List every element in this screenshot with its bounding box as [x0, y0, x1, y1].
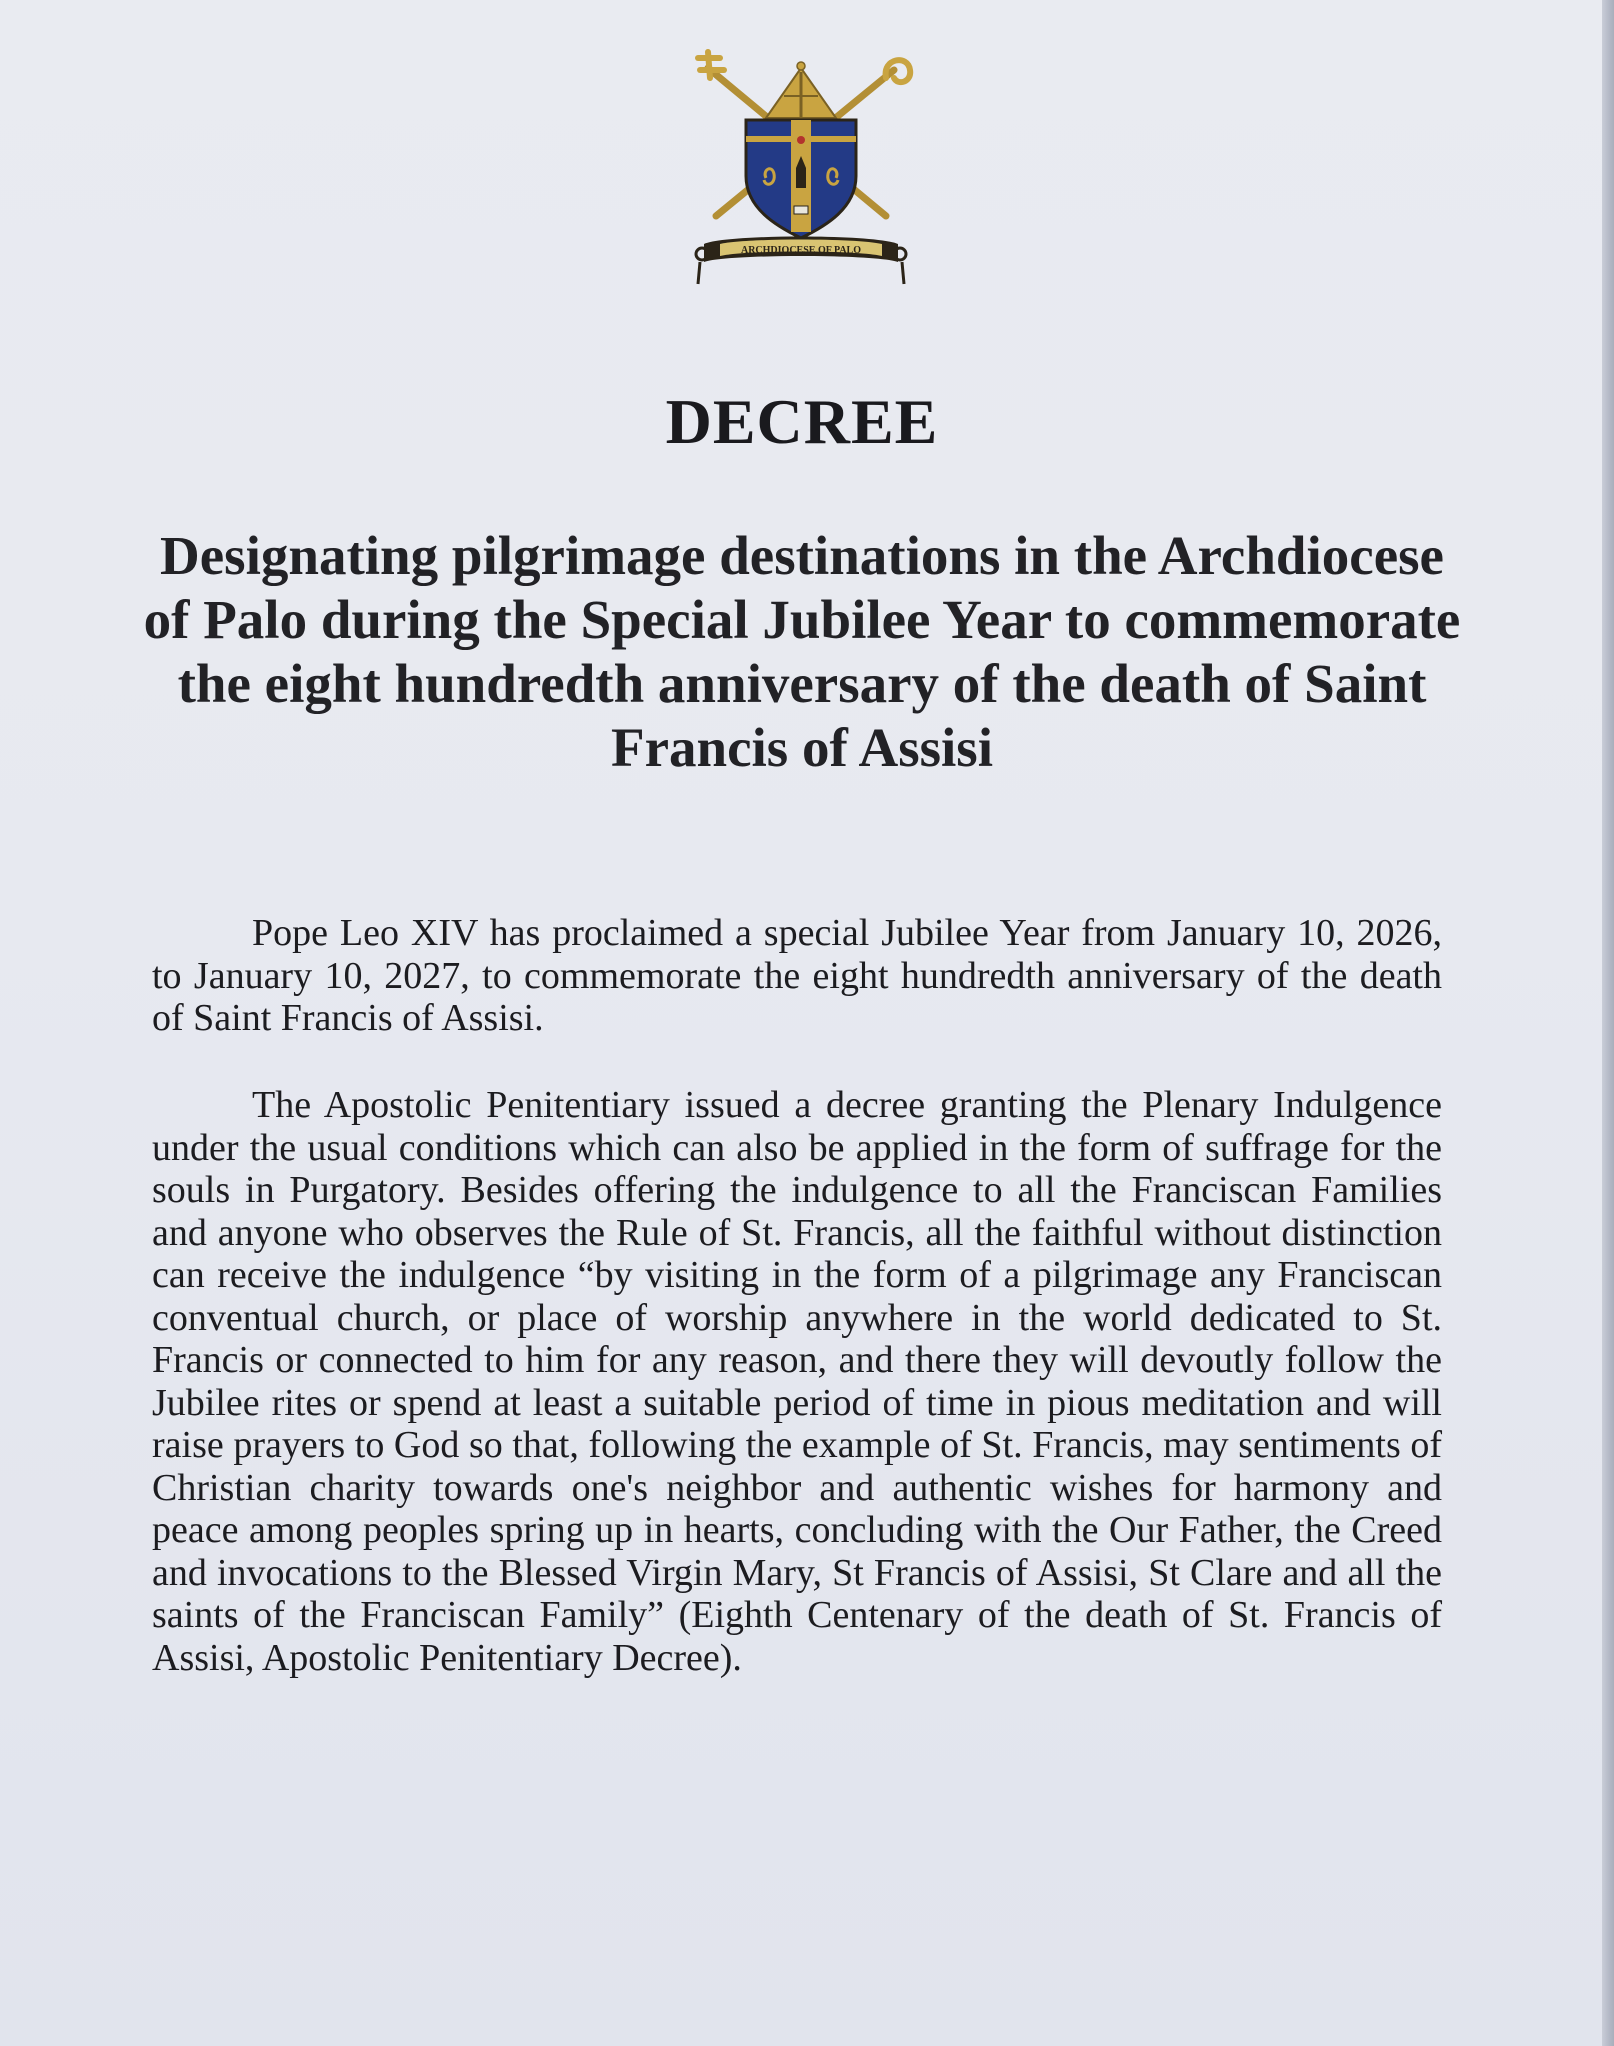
archdiocese-coat-of-arms-icon	[686, 48, 916, 298]
decree-subtitle: Designating pilgrimage destinations in the Archdiocese of Palo during the Special Jubilee Year to commemorate the eight hundredth anniversary of the death of Saint Francis of Assisi	[143, 525, 1461, 778]
scroll-text: ARCHDIOCESE OF PALO	[740, 245, 862, 256]
mitre-icon	[766, 62, 836, 118]
paragraph-plenary-indulgence: The Apostolic Penitentiary issued a decree granting the Plenary Indulgence under the usual conditions which can also be applied in the form of suffrage for the souls in Purgatory. Besides offering the indulgence to all the Franciscan Families and anyone who observes the Rule of St. Francis, all the faithful without distinction can receive the indulgence “by visiting in the form of a pilgrimage any Franciscan conventual church, or place of worship anywhere in the world dedicated to St. Francis or connected to him for any reason, and there they will devoutly follow the Jubilee rites or spend at least a suitable period of time in pious meditation and will raise prayers to God so that, following the example of St. Francis, may sentiments of Christian charity towards one's neighbor and authentic wishes for harmony and peace among peoples spring up in hearts, concluding with the Our Father, the Creed and invocations to the Blessed Virgin Mary, St Francis of Assisi, St Clare and all the saints of the Franciscan Family” (Eighth Centenary of the death of St. Francis of Assisi, Apostolic Penitentiary Decree).	[152, 1084, 1442, 1679]
page-title: DECREE	[665, 386, 939, 457]
page-edge-shadow	[1602, 0, 1614, 2046]
motto-scroll-icon	[696, 237, 906, 285]
paragraph-jubilee-proclamation: Pope Leo XIV has proclaimed a special Jubilee Year from January 10, 2026, to January 10, 2027, to commemorate the eight hundredth anniversary of the death of Saint Francis of Assisi.	[152, 912, 1442, 1039]
shield-icon	[746, 120, 856, 238]
